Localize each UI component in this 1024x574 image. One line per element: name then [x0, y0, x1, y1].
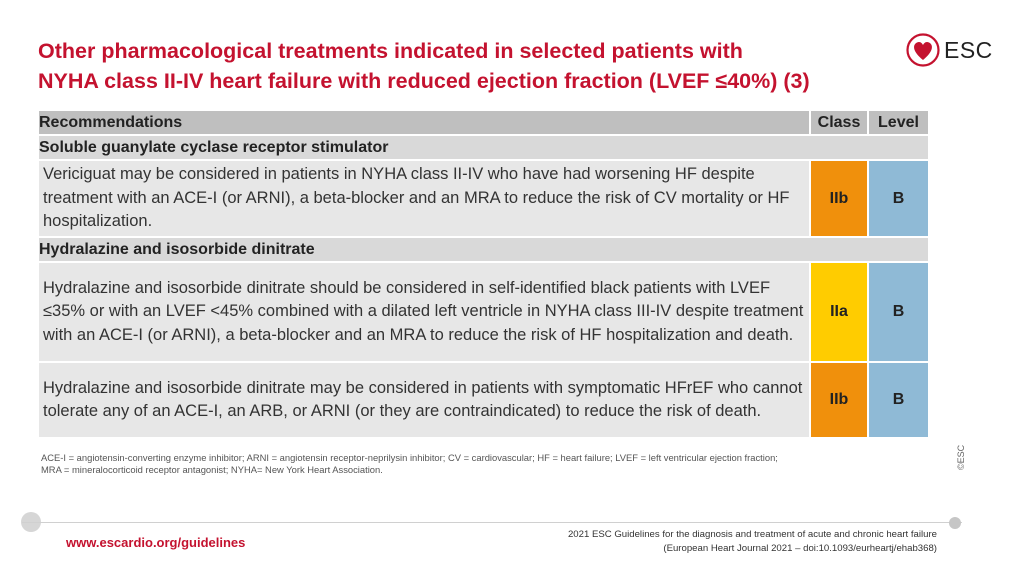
abbreviations-footnote [41, 452, 921, 476]
section-title: Hydralazine and isosorbide dinitrate [38, 237, 929, 262]
recommendations-table [37, 109, 930, 439]
section-title: Soluble guanylate cyclase receptor stimulator [38, 135, 929, 160]
table-header-row [38, 110, 929, 135]
class-badge: IIa [810, 262, 868, 362]
recommendation-text: Hydralazine and isosorbide dinitrate should be considered in self-identified black patients with LVEF ≤35% or with an LVEF <45% combined with a dilated left ventricle in NYHA class III-IV despite treatment with an ACE-I (or ARNI), a beta-blocker and an MRA to reduce the risk of HF hospitalization and death. [38, 262, 810, 362]
footer-divider [22, 522, 962, 523]
copyright-mark: ©ESC [956, 444, 966, 470]
section-header-row [38, 135, 929, 160]
title-line-2: NYHA class II-IV heart failure with reduced ejection fraction (LVEF ≤40%) (3) [38, 69, 810, 93]
header-level: Level [868, 110, 929, 135]
level-badge: B [868, 160, 929, 237]
table-row [38, 362, 929, 438]
table-row [38, 160, 929, 237]
page-title [38, 36, 938, 96]
recommendation-text: Hydralazine and isosorbide dinitrate may be considered in patients with symptomatic HFrEF who cannot tolerate any of an ACE-I, an ARB, or ARNI (or they are contraindicated) to reduce the risk of death. [38, 362, 810, 438]
section-header-row [38, 237, 929, 262]
esc-logo-text: ESC [944, 36, 993, 63]
citation-line-1: 2021 ESC Guidelines for the diagnosis and treatment of acute and chronic heart failure [567, 529, 937, 540]
header-recommendations: Recommendations [38, 110, 810, 135]
class-badge: IIb [810, 362, 868, 438]
guidelines-link[interactable]: www.escardio.org/guidelines [66, 535, 246, 550]
abbreviations-line-2: MRA = mineralocorticoid receptor antagonist; NYHA= New York Heart Association. [41, 464, 383, 475]
title-line-1: Other pharmacological treatments indicated in selected patients with [38, 39, 743, 63]
esc-logo [906, 33, 993, 67]
decorative-dot-right [949, 517, 961, 529]
abbreviations-line-1: ACE-I = angiotensin-converting enzyme inhibitor; ARNI = angiotensin receptor-neprilysin inhibitor; CV = cardiovascular; HF = heart failure; LVEF = left ventricular ejection fraction; [41, 452, 778, 463]
header-class: Class [810, 110, 868, 135]
citation-line-2: (European Heart Journal 2021 – doi:10.1093/eurheartj/ehab368) [663, 543, 937, 554]
class-badge: IIb [810, 160, 868, 237]
recommendation-text: Vericiguat may be considered in patients in NYHA class II-IV who have had worsening HF despite treatment with an ACE-I (or ARNI), a beta-blocker and an MRA to reduce the risk of CV mortality or HF hospitalization. [38, 160, 810, 237]
esc-heart-icon [906, 33, 940, 67]
level-badge: B [868, 262, 929, 362]
table-row [38, 262, 929, 362]
citation [568, 528, 937, 556]
level-badge: B [868, 362, 929, 438]
